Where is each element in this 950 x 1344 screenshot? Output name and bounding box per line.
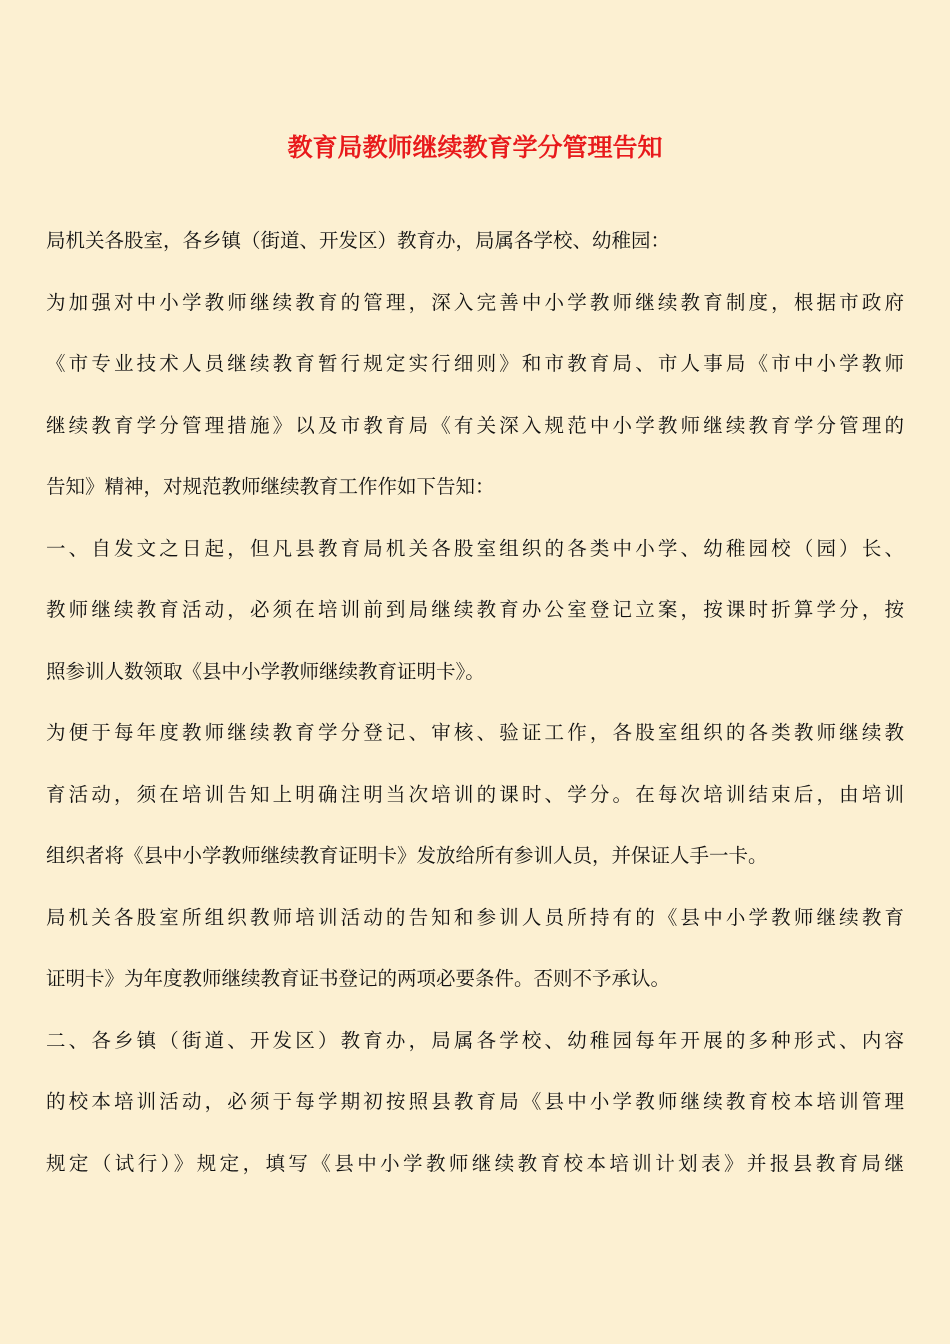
document-title: 教育局教师继续教育学分管理告知 [287, 133, 663, 162]
paragraph-line: 《市专业技术人员继续教育暂行规定实行细则》和市教育局、市人事局《市中小学教师 [46, 352, 904, 375]
paragraph-5 [46, 1010, 904, 1195]
paragraph-line: 为加强对中小学教师继续教育的管理，深入完善中小学教师继续教育制度，根据市政府 [46, 290, 904, 314]
addressee-paragraph [46, 210, 904, 272]
document-body [46, 210, 904, 1194]
paragraph-line: 组织者将《县中小学教师继续教育证明卡》发放给所有参训人员，并保证人手一卡。 [46, 844, 768, 867]
addressee-line: 局机关各股室，各乡镇（街道、开发区）教育办，局属各学校、幼稚园： [46, 229, 671, 252]
paragraph-line: 局机关各股室所组织教师培训活动的告知和参训人员所持有的《县中小学教师继续教育 [46, 905, 904, 929]
paragraph-3 [46, 702, 904, 887]
paragraph-line: 照参训人数领取《县中小学教师继续教育证明卡》。 [46, 659, 485, 683]
paragraph-line: 告知》精神，对规范教师继续教育工作作如下告知： [46, 475, 495, 498]
paragraph-4 [46, 887, 904, 1010]
paragraph-line: 育活动，须在培训告知上明确注明当次培训的课时、学分。在每次培训结束后，由培训 [46, 782, 904, 806]
paragraph-line: 规定（试行）》规定，填写《县中小学教师继续教育校本培训计划表》并报县教育局继 [46, 1151, 904, 1175]
paragraph-1 [46, 272, 904, 518]
paragraph-line: 一、自发文之日起，但凡县教育局机关各股室组织的各类中小学、幼稚园校（园）长、 [46, 536, 904, 560]
paragraph-line: 的校本培训活动，必须于每学期初按照县教育局《县中小学教师继续教育校本培训管理 [46, 1090, 904, 1113]
paragraph-line: 为便于每年度教师继续教育学分登记、审核、验证工作，各股室组织的各类教师继续教 [46, 721, 904, 744]
paragraph-line: 二、各乡镇（街道、开发区）教育办，局属各学校、幼稚园每年开展的多种形式、内容 [46, 1028, 904, 1052]
paragraph-line: 继续教育学分管理措施》以及市教育局《有关深入规范中小学教师继续教育学分管理的 [46, 413, 904, 437]
paragraph-line: 证明卡》为年度教师继续教育证书登记的两项必要条件。否则不予承认。 [46, 967, 671, 990]
paragraph-line: 教师继续教育活动，必须在培训前到局继续教育办公室登记立案，按课时折算学分，按 [46, 598, 904, 621]
paragraph-2 [46, 518, 904, 703]
